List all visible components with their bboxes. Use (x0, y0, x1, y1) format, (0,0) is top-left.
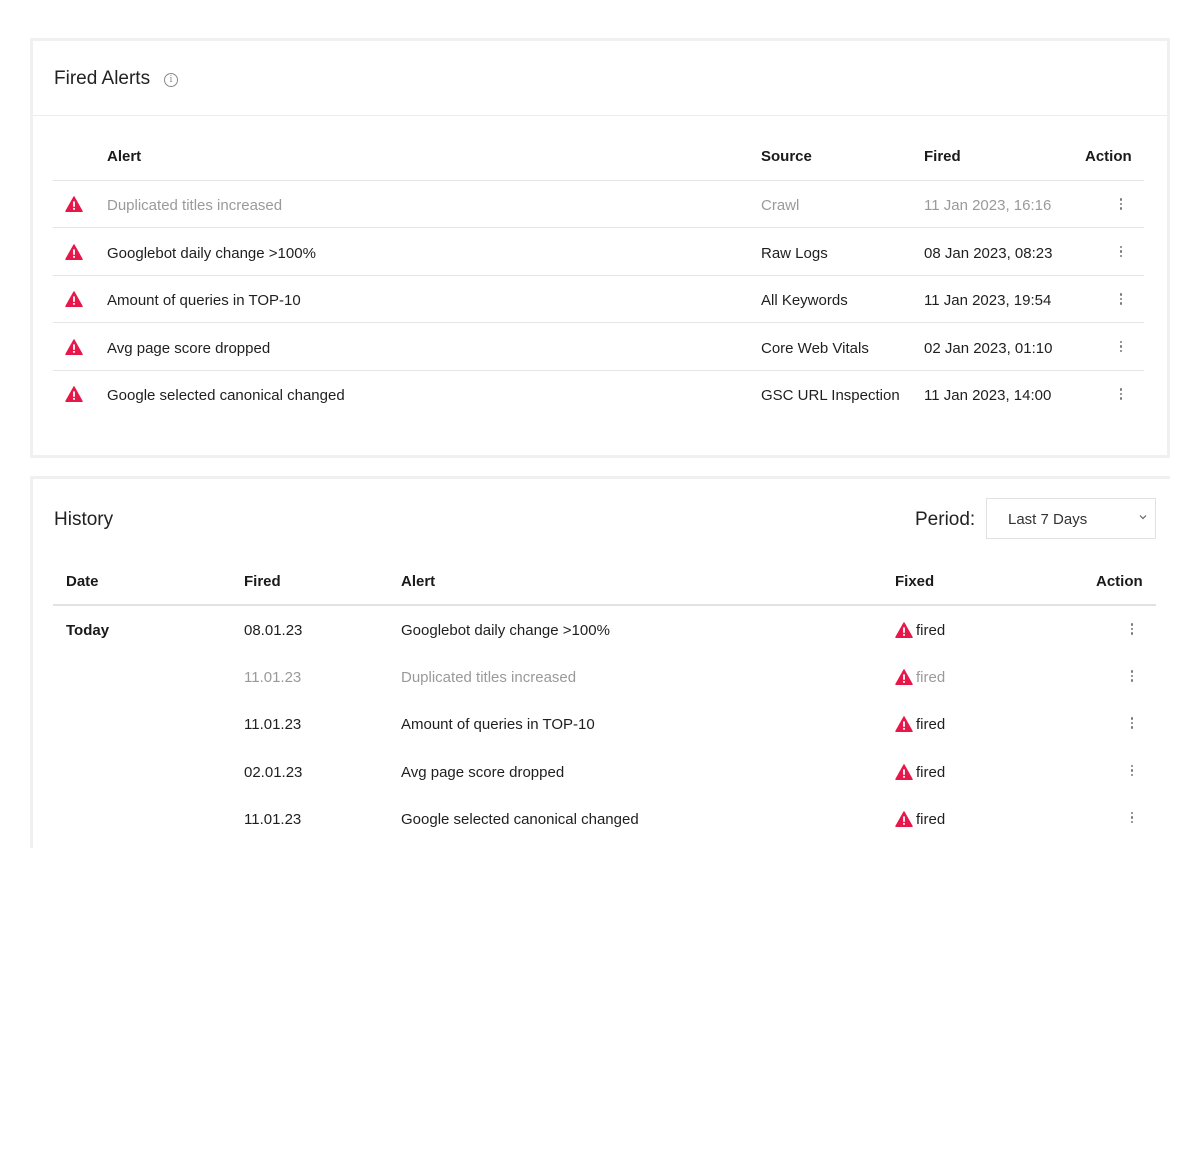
history-alert-name: Amount of queries in TOP-10 (401, 716, 595, 734)
history-alert-name: Duplicated titles increased (401, 669, 577, 687)
chevron-down-icon (1137, 511, 1149, 523)
more-actions-icon[interactable] (1130, 717, 1134, 731)
fired-alerts-panel (30, 38, 1170, 458)
warning-icon (65, 339, 83, 355)
alert-fired-time: 08 Jan 2023, 08:23 (924, 244, 1053, 262)
more-actions-icon[interactable] (1130, 765, 1134, 779)
warning-icon (65, 291, 83, 307)
history-date: Today (66, 622, 110, 639)
column-header-fired: Fired (244, 573, 281, 590)
column-header-alert: Alert (107, 148, 142, 165)
header-divider (53, 604, 1156, 606)
alert-name: Googlebot daily change >100% (107, 244, 316, 262)
period-select[interactable] (986, 498, 1156, 539)
warning-icon (65, 386, 83, 402)
warning-icon (895, 622, 913, 638)
more-actions-icon[interactable] (1119, 198, 1123, 212)
column-header-date: Date (66, 573, 99, 590)
fixed-status-label: fired (916, 622, 946, 639)
column-header-fixed: Fixed (895, 573, 935, 590)
alert-source: Core Web Vitals (761, 339, 869, 357)
fired-alerts-title: Fired Alerts (54, 68, 151, 89)
warning-icon (895, 669, 913, 685)
row-divider (53, 275, 1144, 276)
period-select-value: Last 7 Days (1008, 511, 1088, 528)
history-alert-name: Googlebot daily change >100% (401, 622, 610, 639)
history-alert-name: Avg page score dropped (401, 763, 565, 781)
alert-fired-time: 11 Jan 2023, 16:16 (924, 197, 1052, 214)
more-actions-icon[interactable] (1119, 388, 1123, 402)
row-divider (53, 322, 1144, 323)
history-alert-name: Google selected canonical changed (401, 810, 639, 828)
alert-fired-time: 11 Jan 2023, 19:54 (924, 292, 1052, 310)
history-fired-date: 08.01.23 (244, 622, 303, 639)
fixed-status-label: fired (916, 810, 946, 828)
header-divider (53, 180, 1144, 181)
history-fired-date: 11.01.23 (244, 716, 302, 734)
more-actions-icon[interactable] (1119, 341, 1123, 355)
more-actions-icon[interactable] (1119, 246, 1123, 260)
column-header-fired: Fired (924, 148, 961, 165)
column-header-action: Action (1096, 573, 1143, 590)
warning-icon (895, 716, 913, 732)
alert-source: GSC URL Inspection (761, 387, 900, 405)
warning-icon (895, 811, 913, 827)
alert-fired-time: 02 Jan 2023, 01:10 (924, 339, 1053, 357)
warning-icon (895, 764, 913, 780)
more-actions-icon[interactable] (1130, 812, 1134, 826)
info-icon[interactable]: i (164, 73, 178, 87)
alert-name: Amount of queries in TOP-10 (107, 292, 301, 310)
row-divider (53, 370, 1144, 371)
alert-fired-time: 11 Jan 2023, 14:00 (924, 387, 1052, 405)
warning-icon (65, 244, 83, 260)
alert-source: Crawl (761, 197, 800, 214)
alert-name: Duplicated titles increased (107, 197, 283, 214)
period-label: Period: (915, 509, 976, 530)
alert-source: All Keywords (761, 292, 848, 310)
column-header-action: Action (1085, 148, 1132, 165)
history-fired-date: 11.01.23 (244, 810, 302, 828)
fired-alerts-header (33, 41, 1167, 116)
alert-source: Raw Logs (761, 244, 828, 262)
more-actions-icon[interactable] (1130, 670, 1134, 684)
fixed-status-label: fired (916, 763, 946, 781)
history-fired-date: 02.01.23 (244, 763, 303, 781)
fixed-status-label: fired (916, 669, 946, 687)
row-divider (53, 227, 1144, 228)
history-panel (30, 476, 1170, 848)
history-fired-date: 11.01.23 (244, 669, 302, 687)
column-header-alert: Alert (401, 573, 436, 590)
more-actions-icon[interactable] (1119, 293, 1123, 307)
more-actions-icon[interactable] (1130, 623, 1134, 637)
warning-icon (65, 196, 83, 212)
alert-name: Google selected canonical changed (107, 387, 345, 405)
alert-name: Avg page score dropped (107, 339, 271, 357)
fixed-status-label: fired (916, 716, 946, 734)
history-title: History (54, 509, 114, 530)
column-header-source: Source (761, 148, 812, 165)
